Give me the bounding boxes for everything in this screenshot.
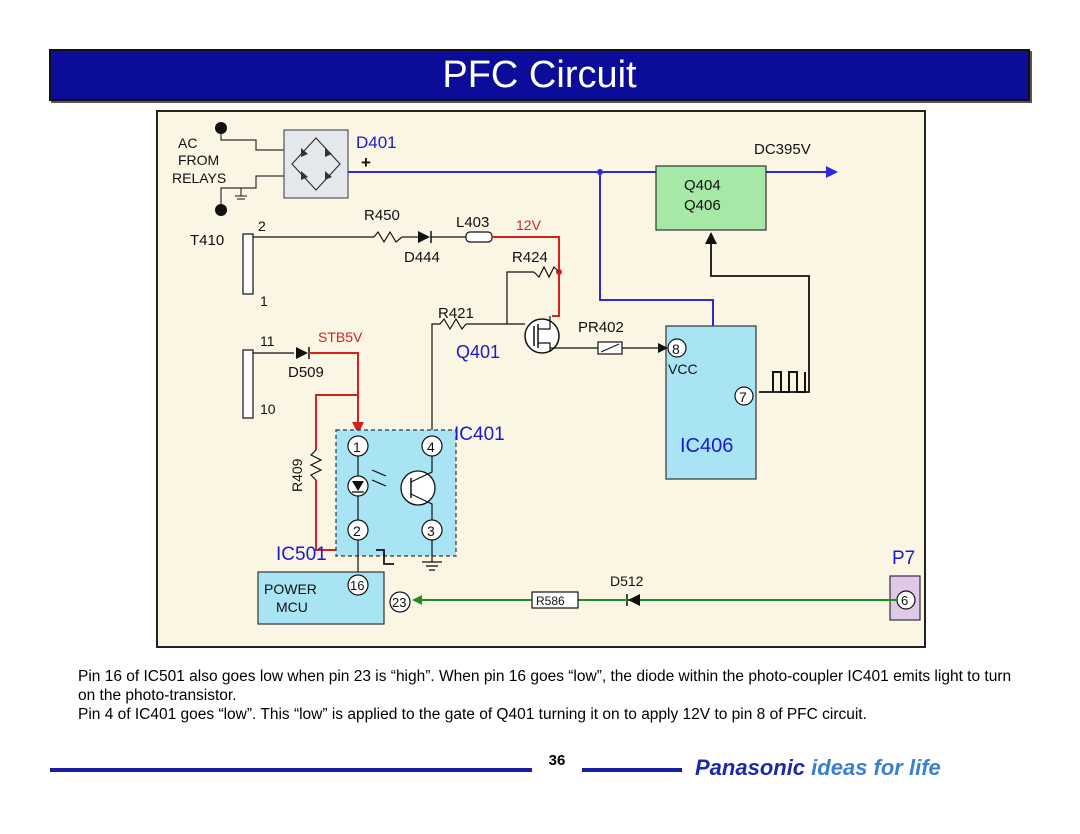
ic501-label: IC501 [276, 544, 327, 565]
pr402-label: PR402 [578, 319, 624, 336]
brand-name: Panasonic [695, 755, 806, 780]
q401-label: Q401 [456, 342, 501, 362]
12v-label: 12V [516, 217, 541, 233]
d401-bridge-rectifier [284, 130, 348, 198]
d444-label: D444 [404, 249, 440, 266]
vcc-label: VCC [668, 361, 698, 377]
plus-label: + [361, 153, 371, 172]
panasonic-logo [695, 755, 941, 781]
caption-paragraph-2: Pin 4 of IC401 goes “low”. This “low” is applied to the gate of Q401 turning it on to apply 12V to pin 8 of PFC circuit. [78, 706, 867, 723]
relays-label: RELAYS [172, 170, 227, 186]
t410-pin1-label: 1 [260, 293, 268, 309]
r409-label: R409 [289, 458, 305, 492]
ic406-label: IC406 [680, 435, 734, 457]
caption-paragraph-1: Pin 16 of IC501 also goes low when pin 23 is “high”. When pin 16 goes “low”, the diode within the photo-coupler IC401 emits light to turn on the photo-transistor. [78, 668, 1012, 704]
t410-connector [243, 234, 253, 294]
pin10-label: 10 [260, 401, 276, 417]
ic401-label: IC401 [454, 424, 505, 445]
caption [78, 667, 1018, 724]
page-title: PFC Circuit [442, 53, 637, 96]
from-label: FROM [178, 152, 220, 168]
d509-label: D509 [288, 364, 324, 381]
q404-label: Q404 [684, 177, 721, 194]
ic401-pin1-label: 1 [353, 439, 361, 455]
r421-label: R421 [438, 305, 474, 322]
d401-label: D401 [356, 133, 397, 152]
p7-label: P7 [892, 548, 916, 569]
stb5v-label: STB5V [318, 329, 363, 345]
pfc-circuit-diagram [156, 110, 926, 648]
dc395v-label: DC395V [754, 141, 811, 158]
footer-rule-right [582, 768, 682, 772]
page-number: 36 [548, 752, 566, 769]
r450-label: R450 [364, 207, 400, 224]
phototransistor-body [401, 471, 435, 505]
pin7-label: 7 [739, 389, 747, 405]
l403-inductor [466, 232, 492, 242]
l403-label: L403 [456, 214, 490, 231]
pin11-label: 11 [260, 333, 275, 349]
ic501-pin23-label: 23 [392, 595, 407, 610]
ic401-pin2-label: 2 [353, 523, 361, 539]
ic501-pin16-label: 16 [350, 578, 365, 593]
p7-pin6-label: 6 [901, 593, 909, 608]
q406-label: Q406 [684, 197, 721, 214]
title-bar [49, 49, 1030, 101]
power-label: POWER [264, 581, 317, 597]
ac-terminal-top [215, 122, 227, 134]
t410-label: T410 [190, 232, 225, 249]
ic401-pin3-label: 3 [427, 523, 435, 539]
brand-tagline: ideas for life [811, 755, 941, 780]
r586-label: R586 [536, 594, 565, 608]
t410-pin2-label: 2 [258, 218, 266, 234]
mcu-label: MCU [276, 599, 308, 615]
d512-label: D512 [610, 573, 644, 589]
stb-connector [243, 350, 253, 418]
ac-label: AC [178, 135, 198, 151]
ic401-pin4-label: 4 [427, 439, 435, 455]
pin8-label: 8 [672, 341, 680, 357]
r424-label: R424 [512, 249, 548, 266]
footer-rule-left [50, 768, 532, 772]
ac-terminal-bottom [215, 204, 227, 216]
